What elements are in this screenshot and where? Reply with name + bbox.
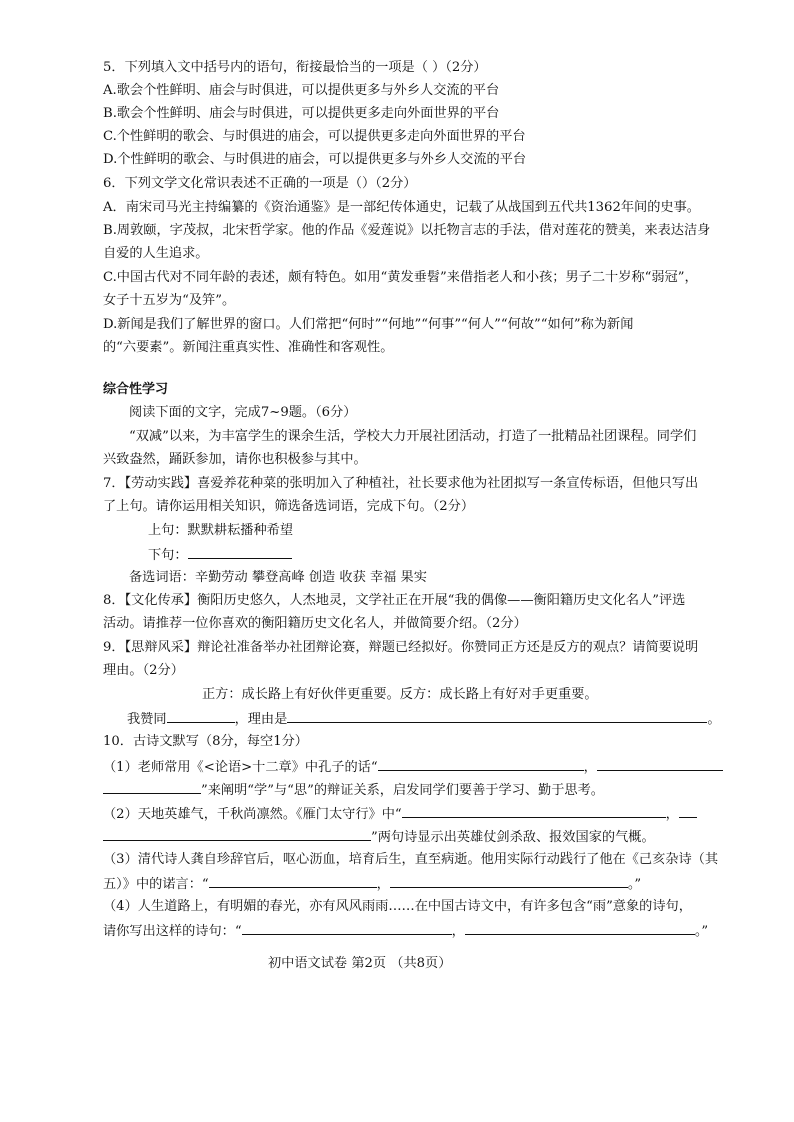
q10-item1-blank-b-cont[interactable] [103, 780, 201, 794]
q5-option-b: B.歌会个性鲜明、庙会与时俱进，可以提供更多走向外面世界的平台 [103, 106, 500, 121]
q10-item2-blank-a[interactable] [402, 804, 666, 818]
q9-reason-label: ，理由是 [234, 712, 288, 727]
q10-item2-prompt: （2）天地英雄气，千秋尚凛然。《雁门太守行》中“ [103, 807, 402, 822]
section-intro: 阅读下面的文字，完成7~9题。（6分） [129, 405, 357, 420]
q10-item3-prompt: 五）》中的诺言：“ [103, 877, 209, 892]
q10-item1-line2 [103, 780, 604, 800]
section-title: 综合性学习 [103, 382, 169, 397]
q10-item3-end: 。” [627, 877, 642, 892]
q10-item2-line2 [103, 827, 655, 847]
q10-item1-blank-b[interactable] [597, 757, 723, 771]
q10-item3-line1: （3）清代诗人龚自珍辞官后，呕心沥血，培育后生，直至病逝。他用实际行动践行了他在《己亥杂诗（其 [103, 852, 719, 867]
q7-line1: 7．【劳动实践】喜爱养花种菜的张明加入了种植社，社长要求他为社团拟写一条宣传标语，但他只写出 [103, 476, 699, 491]
section-para-line1: “双减”以来，为丰富学生的课余生活，学校大力开展社团活动，打造了一批精品社团课程。同学们 [129, 429, 697, 444]
q6-option-b-line1: B.周敦颐，字茂叔，北宋哲学家。他的作品《爱莲说》以托物言志的手法，借对莲花的赞美，来表达洁身 [103, 223, 711, 238]
q7-lower-label: 下句： [148, 548, 188, 563]
q10-item2-blank-b-cont[interactable] [103, 827, 371, 841]
q10-item4-line1: （4）人生道路上，有明媚的春光，亦有风风雨雨……在中国古诗文中，有许多包含“雨”意象的诗句， [103, 899, 692, 914]
page-footer: 初中语文试卷 第2页 （共8页） [268, 956, 452, 971]
q10-stem: 10．古诗文默写（8分，每空1分） [103, 734, 308, 749]
q10-item1-prompt: （1）老师常用《<论语>十二章》中孔子的话“ [103, 760, 378, 775]
q10-item4-blank-a[interactable] [242, 921, 452, 935]
q9-side-blank[interactable] [167, 709, 235, 723]
q7-candidate-words: 备选词语：辛勤劳动 攀登高峰 创造 收获 幸福 果实 [129, 570, 427, 585]
q9-line2: 理由。（2分） [103, 663, 184, 678]
q10-item4-prompt: 请你写出这样的诗句：“ [103, 924, 242, 939]
q7-answer-blank[interactable] [188, 545, 292, 559]
q9-line1: 9．【思辩风采】辩论社准备举办社团辩论赛，辩题已经拟好。你赞同正方还是反方的观点？请简要说明 [103, 640, 699, 655]
q10-item1-comma: ， [583, 760, 597, 775]
q9-agree-label: 我赞同 [127, 712, 167, 727]
q10-item1-rest: ”来阐明“学”与“思”的辩证关系，启发同学们要善于学习、勤于思考。 [201, 783, 604, 798]
q10-item3-blank-b[interactable] [390, 874, 628, 888]
q6-option-c-line2: 女子十五岁为“及笄”。 [103, 293, 236, 308]
section-para-line2: 兴致盎然，踊跃参加，请你也积极参与其中。 [103, 452, 367, 467]
q9-answer-line [127, 709, 721, 729]
q6-option-c-line1: C.中国古代对不同年龄的表述，颇有特色。如用“黄发垂髫”来借指老人和小孩；男子二十岁称“弱冠”， [103, 270, 698, 285]
q7-line2: 了上句。请你运用相关知识，筛选备选词语，完成下句。（2分） [103, 499, 475, 514]
q9-debate-topic: 正方：成长路上有好伙伴更重要。反方：成长路上有好对手更重要。 [202, 687, 598, 702]
q10-item4-line2 [103, 921, 708, 941]
q10-item3-blank-a[interactable] [209, 874, 377, 888]
q5-option-c: C.个性鲜明的歌会、与时俱进的庙会，可以提供更多走向外面世界的平台 [103, 129, 526, 144]
q8-line2: 活动。请推荐一位你喜欢的衡阳籍历史文化名人，并做简要介绍。（2分） [103, 616, 527, 631]
q6-option-b-line2: 自爱的人生追求。 [103, 246, 209, 261]
q10-item4-blank-b[interactable] [465, 921, 695, 935]
q10-item3-line2 [103, 874, 641, 894]
q9-end-mark: 。 [707, 712, 721, 727]
q8-line1: 8．【文化传承】衡阳历史悠久，人杰地灵，文学社正在开展“我的偶像——衡阳籍历史文化名人”评选 [103, 593, 686, 608]
q10-item4-comma: ， [451, 924, 465, 939]
q10-item2-comma: ， [665, 807, 679, 822]
q10-item4-end: 。” [694, 924, 709, 939]
q6-stem: 6．下列文学文化常识表述不正确的一项是（）（2分） [103, 176, 417, 191]
q10-item3-comma: ， [376, 877, 390, 892]
q7-upper-couplet: 上句：默默耕耘播种希望 [148, 523, 294, 538]
q5-option-a: A.歌会个性鲜明、庙会与时俱进，可以提供更多与外乡人交流的平台 [103, 83, 500, 98]
q10-item1-blank-a[interactable] [378, 757, 584, 771]
q6-option-d-line2: 的“六要素”。新闻注重真实性、准确性和客观性。 [103, 340, 394, 355]
q5-stem: 5．下列填入文中括号内的语句，衔接最恰当的一项是（ ）（2分） [103, 60, 487, 75]
q10-item2-blank-b[interactable] [679, 804, 697, 818]
q7-lower-couplet [148, 545, 292, 565]
q10-item2-line1 [103, 804, 697, 824]
q6-option-a: A．南宋司马光主持编纂的《资治通鉴》是一部纪传体通史，记载了从战国到五代共1362年间的史事。 [103, 200, 700, 215]
q5-option-d: D.个性鲜明的歌会、与时俱进的庙会，可以提供更多与外乡人交流的平台 [103, 152, 527, 167]
q10-item2-rest: ”两句诗显示出英雄仗剑杀敌、报效国家的气概。 [371, 830, 655, 845]
q10-item1-line1 [103, 757, 723, 777]
q9-reason-blank[interactable] [287, 709, 707, 723]
q6-option-d-line1: D.新闻是我们了解世界的窗口。人们常把“何时”“何地”“何事”“何人”“何故”“如何”称为新闻 [103, 317, 634, 332]
